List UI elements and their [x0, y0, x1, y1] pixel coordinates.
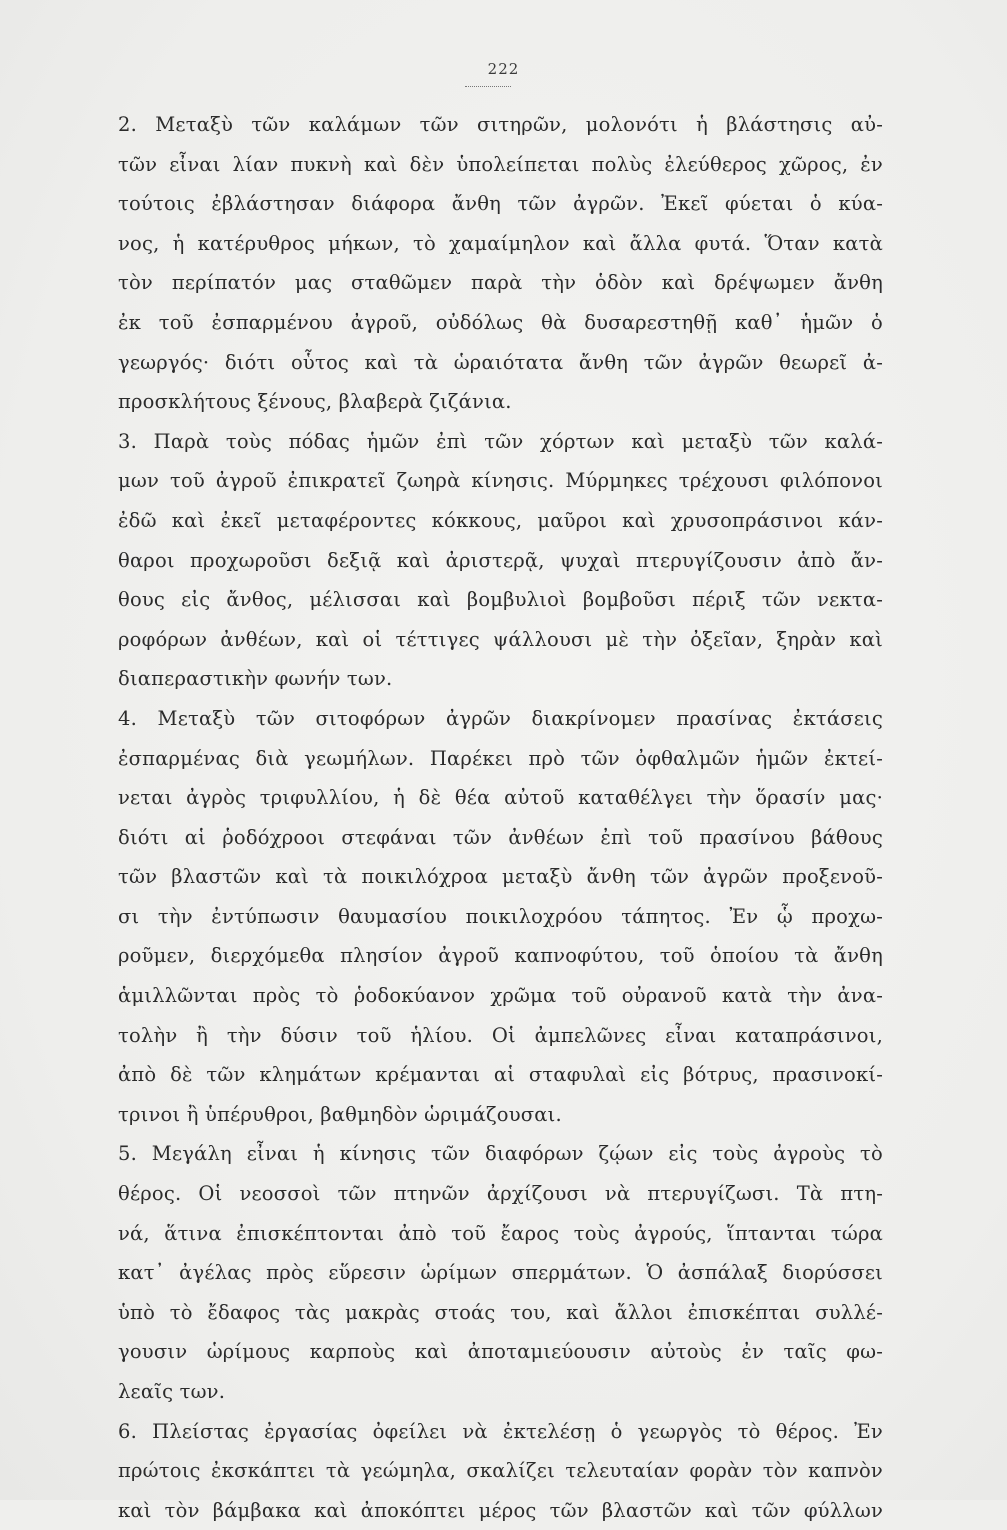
text-line: ἁμιλλῶνται πρὸς τὸ ῥοδοκύανον χρῶμα τοῦ οὐρανοῦ κατὰ τὴν ἀνα-: [118, 984, 883, 1008]
text-line: καὶ τὸν βάμβακα καὶ ἀποκόπτει μέρος τῶν βλαστῶν καὶ τῶν φύλλων: [118, 1498, 883, 1522]
text-line: ἐκ τοῦ ἐσπαρμένου ἀγροῦ, οὐδόλως θὰ δυσαρεστηθῇ καθ᾽ ἡμῶν ὁ: [118, 310, 883, 334]
text-line: ροφόρων ἀνθέων, καὶ οἱ τέττιγες ψάλλουσι μὲ τὴν ὀξεῖαν, ξηρὰν καὶ: [118, 627, 883, 651]
text-line: διαπεραστικὴν φωνήν των.: [118, 667, 393, 691]
text-line: 3. Παρὰ τοὺς πόδας ἡμῶν ἐπὶ τῶν χόρτων καὶ μεταξὺ τῶν καλά-: [118, 429, 883, 453]
page-number: 222: [487, 60, 520, 78]
body-text: [118, 105, 883, 1530]
text-line: τῶν βλαστῶν καὶ τὰ ποικιλόχροα μεταξὺ ἄνθη τῶν ἀγρῶν προξενοῦ-: [118, 865, 883, 889]
text-line: κατ᾽ ἀγέλας πρὸς εὕρεσιν ὡρίμων σπερμάτων. Ὁ ἀσπάλαξ διορύσσει: [118, 1261, 883, 1285]
text-line: 4. Μεταξὺ τῶν σιτοφόρων ἀγρῶν διακρίνομεν πρασίνας ἐκτάσεις: [118, 706, 883, 730]
text-line: νά, ἅτινα ἐπισκέπτονται ἀπὸ τοῦ ἔαρος τοὺς ἀγρούς, ἵπτανται τώρα: [118, 1221, 883, 1245]
text-line: προσκλήτους ξένους, βλαβερὰ ζιζάνια.: [118, 390, 512, 414]
text-line: ἐδῶ καὶ ἐκεῖ μεταφέροντες κόκκους, μαῦροι καὶ χρυσοπράσινοι κάν-: [118, 508, 883, 532]
text-line: τὸν περίπατόν μας σταθῶμεν παρὰ τὴν ὁδὸν καὶ δρέψωμεν ἄνθη: [118, 271, 883, 295]
text-line: λεαῖς των.: [118, 1380, 226, 1403]
text-line: γουσιν ὡρίμους καρποὺς καὶ ἀποταμιεύουσιν αὐτοὺς ἐν ταῖς φω-: [118, 1340, 883, 1364]
text-line: μων τοῦ ἀγροῦ ἐπικρατεῖ ζωηρὰ κίνησις. Μύρμηκες τρέχουσι φιλόπονοι: [118, 469, 883, 493]
text-line: 5. Μεγάλη εἶναι ἡ κίνησις τῶν διαφόρων ζῴων εἰς τοὺς ἀγροὺς τὸ: [118, 1142, 883, 1166]
text-line: θέρος. Οἱ νεοσσοὶ τῶν πτηνῶν ἀρχίζουσι νὰ πτερυγίζωσι. Τὰ πτη-: [118, 1182, 883, 1206]
text-line: τούτοις ἐβλάστησαν διάφορα ἄνθη τῶν ἀγρῶν. Ἐκεῖ φύεται ὁ κύα-: [118, 192, 883, 216]
text-line: ροῦμεν, διερχόμεθα πλησίον ἀγροῦ καπνοφύτου, τοῦ ὁποίου τὰ ἄνθη: [118, 944, 883, 968]
text-line: διότι αἱ ῥοδόχροοι στεφάναι τῶν ἀνθέων ἐπὶ τοῦ πρασίνου βάθους: [118, 825, 883, 849]
text-line: θαροι προχωροῦσι δεξιᾷ καὶ ἀριστερᾷ, ψυχαὶ πτερυγίζουσιν ἀπὸ ἄν-: [118, 548, 883, 572]
text-line: γεωργός· διότι οὗτος καὶ τὰ ὡραιότατα ἄνθη τῶν ἀγρῶν θεωρεῖ ἀ-: [118, 350, 883, 374]
text-line: τῶν εἶναι λίαν πυκνὴ καὶ δὲν ὑπολείπεται πολὺς ἐλεύθερος χῶρος, ἐν: [118, 152, 883, 176]
text-line: 2. Μεταξὺ τῶν καλάμων τῶν σιτηρῶν, μολονότι ἡ βλάστησις αὐ-: [118, 113, 883, 136]
text-line: ἐσπαρμένας διὰ γεωμήλων. Παρέκει πρὸ τῶν ὀφθαλμῶν ἡμῶν ἐκτεί-: [118, 746, 883, 770]
page-number-rule: [465, 86, 511, 87]
text-line: νεται ἀγρὸς τριφυλλίου, ἡ δὲ θέα αὐτοῦ καταθέλγει τὴν ὅρασίν μας·: [118, 786, 883, 810]
text-line: τρινοι ἢ ὑπέρυθροι, βαθμηδὸν ὡριμάζουσαι.: [118, 1102, 562, 1126]
text-line: 6. Πλείστας ἐργασίας ὀφείλει νὰ ἐκτελέσῃ ὁ γεωργὸς τὸ θέρος. Ἐν: [118, 1419, 883, 1443]
text-line: ἀπὸ δὲ τῶν κλημάτων κρέμανται αἱ σταφυλαὶ εἰς βότρυς, πρασινοκί-: [118, 1063, 883, 1087]
text-line: ὑπὸ τὸ ἔδαφος τὰς μακρὰς στοάς του, καὶ ἄλλοι ἐπισκέπται συλλέ-: [118, 1300, 883, 1324]
text-line: πρώτοις ἐκσκάπτει τὰ γεώμηλα, σκαλίζει τελευταίαν φορὰν τὸν καπνὸν: [118, 1459, 883, 1483]
text-line: νος, ἡ κατέρυθρος μήκων, τὸ χαμαίμηλον καὶ ἄλλα φυτά. Ὅταν κατὰ: [118, 231, 883, 255]
text-line: σι τὴν ἐντύπωσιν θαυμασίου ποικιλοχρόου τάπητος. Ἐν ᾧ προχω-: [118, 904, 883, 928]
text-line: τολὴν ἢ τὴν δύσιν τοῦ ἡλίου. Οἱ ἀμπελῶνες εἶναι καταπράσινοι,: [118, 1023, 883, 1047]
text-line: θους εἰς ἄνθος, μέλισσαι καὶ βομβυλιοὶ βομβοῦσι πέριξ τῶν νεκτα-: [118, 588, 883, 612]
